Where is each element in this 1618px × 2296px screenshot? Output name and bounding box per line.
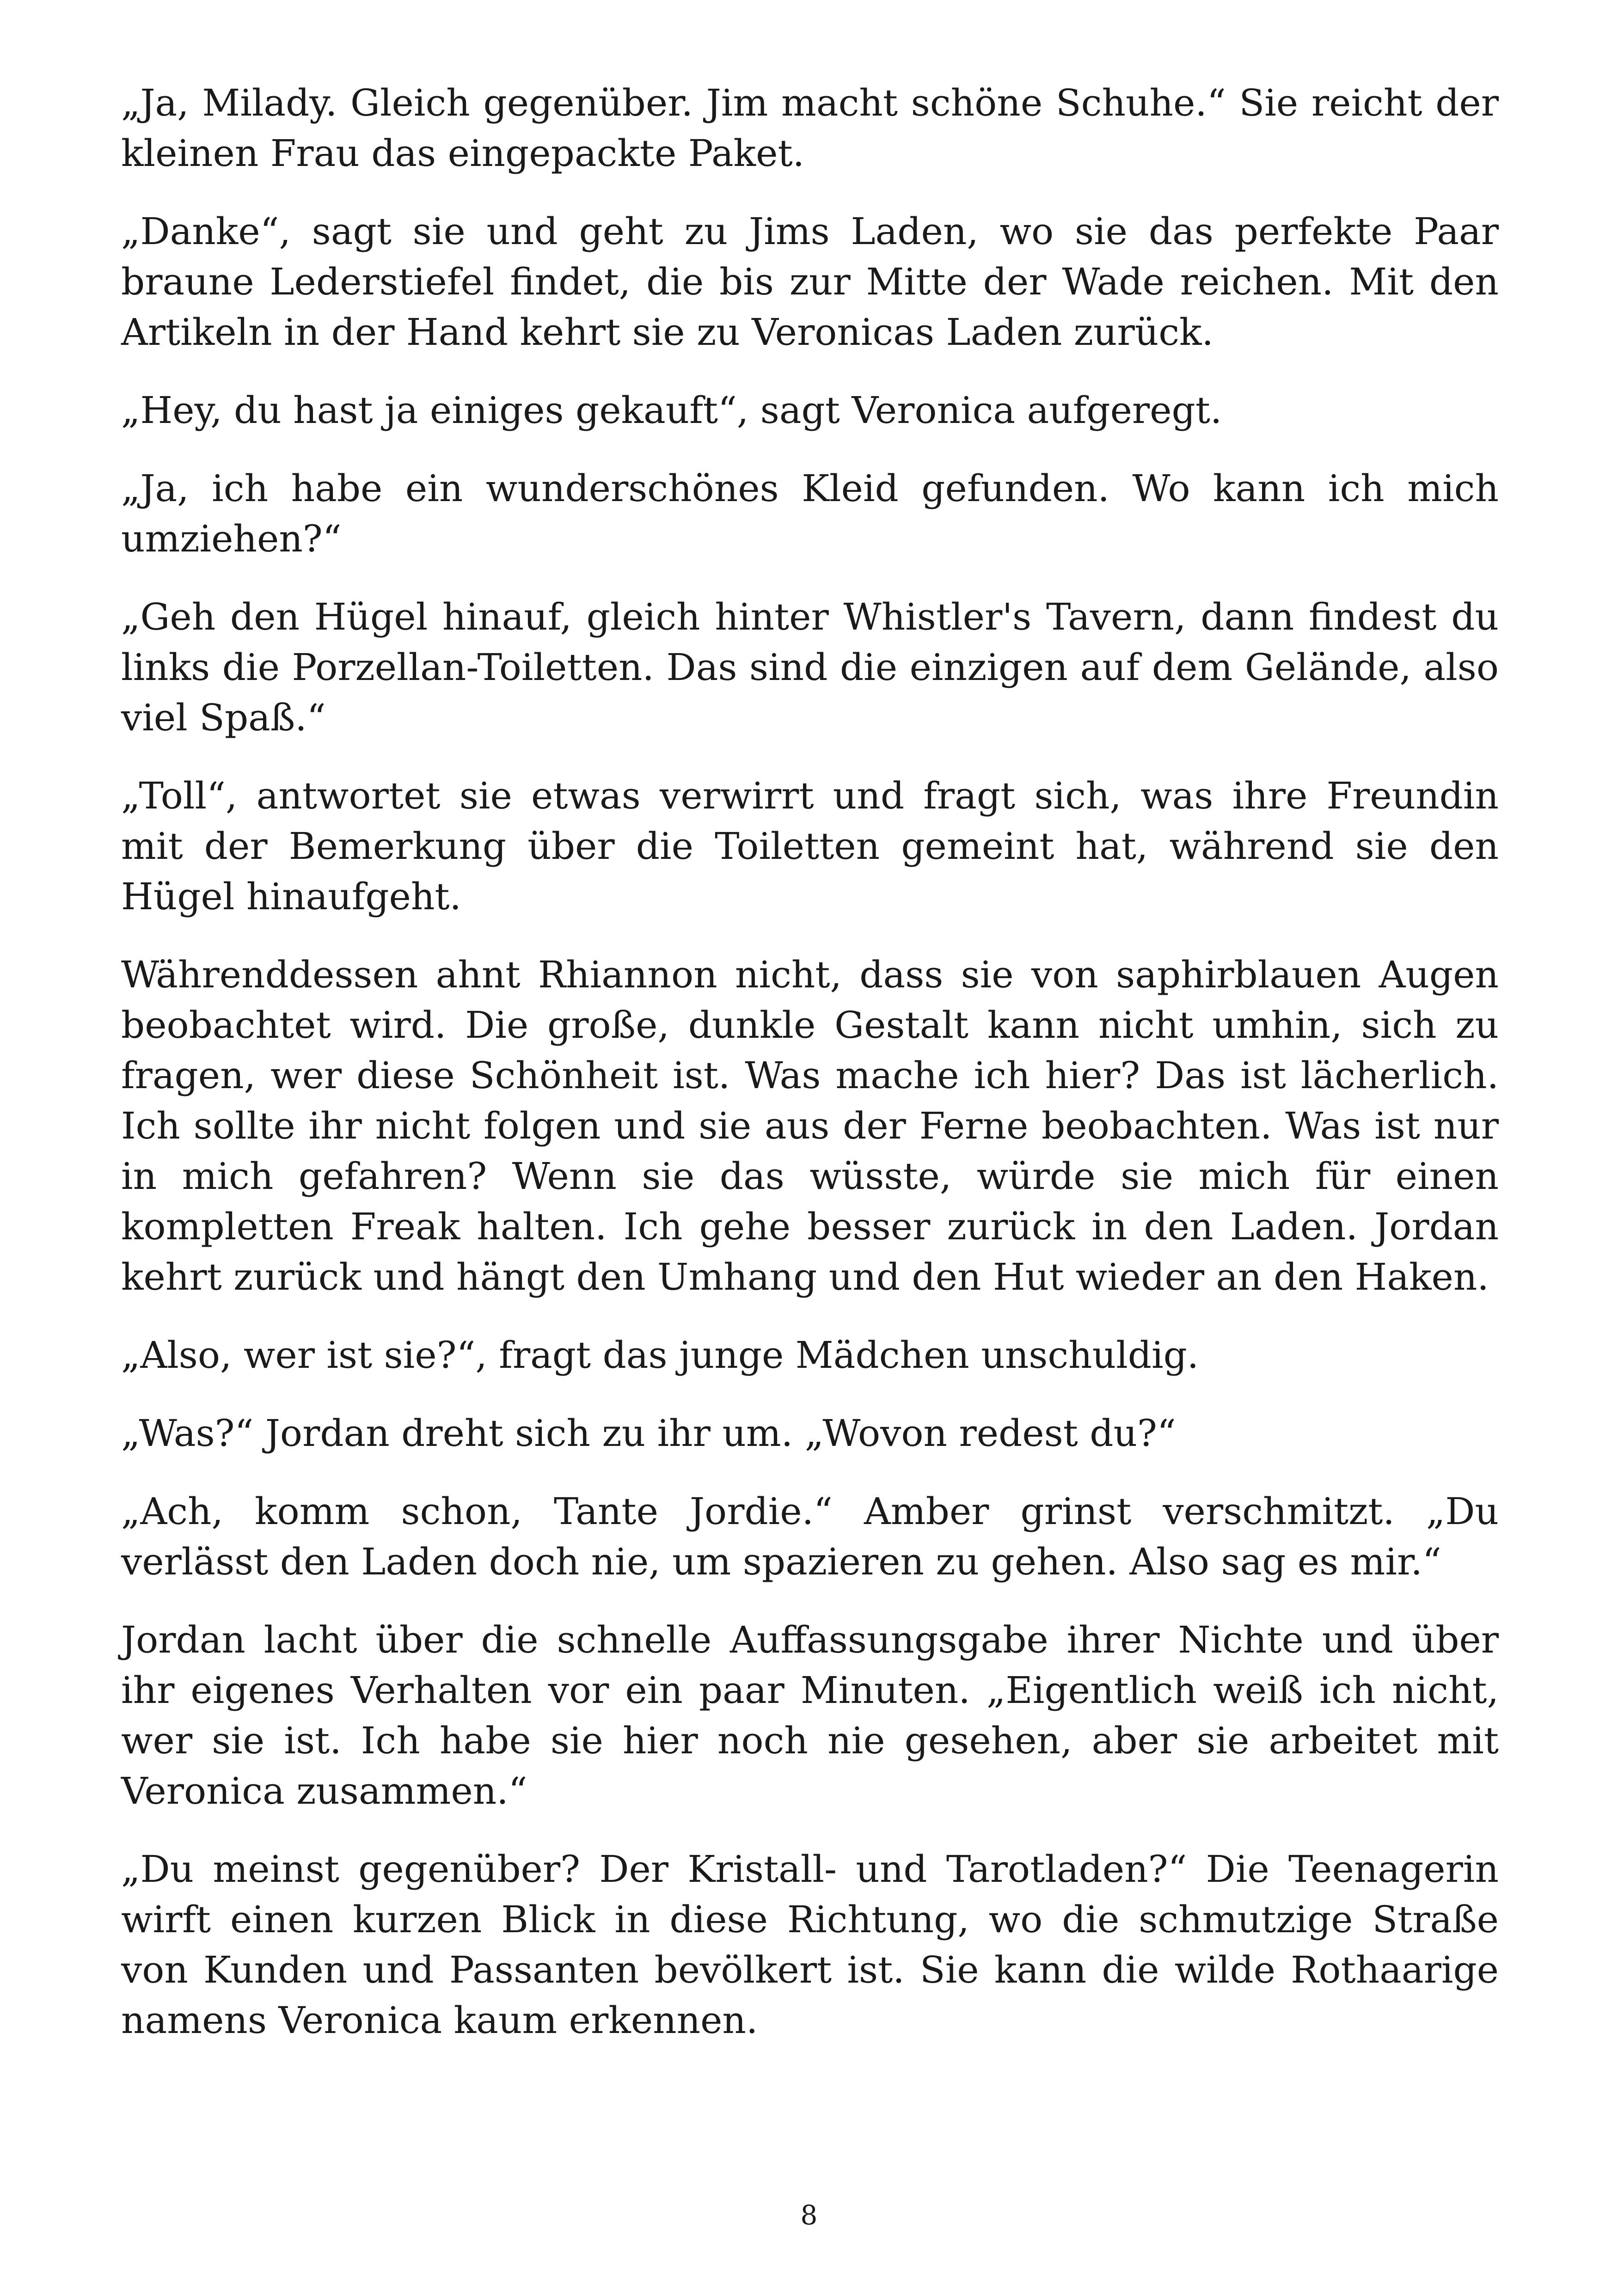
paragraph: Währenddessen ahnt Rhiannon nicht, dass sie von saphirblauen Augen beobachtet wird. Die große, dunkle Gestalt kann nicht umhin, sich zu fragen, wer diese Schönheit ist. Was mache ich hier? Das ist lächerlich. Ich sollte ihr nicht folgen und sie aus der Ferne beobachten. Was ist nur in mich gefahren? Wenn sie das wüsste, würde sie mich für einen kompletten Freak halten. Ich gehe besser zurück in den Laden. Jordan kehrt zurück und hängt den Umhang und den Hut wieder an den Haken. — [121, 953, 1499, 1298]
paragraph: „Danke“, sagt sie und geht zu Jims Laden, wo sie das perfekte Paar braune Lederstiefel findet, die bis zur Mitte der Wade reichen. Mit den Artikeln in der Hand kehrt sie zu Veronicas Laden zurück. — [121, 210, 1499, 354]
paragraph: „Ja, ich habe ein wunderschönes Kleid gefunden. Wo kann ich mich umziehen?“ — [121, 467, 1499, 560]
paragraph: „Du meinst gegenüber? Der Kristall- und Tarotladen?“ Die Teenagerin wirft einen kurzen Blick in diese Richtung, wo die schmutzige Straße von Kunden und Passanten bevölkert ist. Sie kann die wilde Rothaarige namens Veronica kaum erkennen. — [121, 1848, 1499, 2042]
paragraph: Jordan lacht über die schnelle Auffassungsgabe ihrer Nichte und über ihr eigenes Verhalten vor ein paar Minuten. „Eigentlich weiß ich nicht, wer sie ist. Ich habe sie hier noch nie gesehen, aber sie arbeitet mit Veronica zusammen.“ — [121, 1618, 1499, 1812]
page-number: 8 — [800, 2199, 818, 2231]
body-text — [121, 78, 1499, 2073]
paragraph: „Ach, komm schon, Tante Jordie.“ Amber grinst verschmitzt. „Du verlässt den Laden doch nie, um spazieren zu gehen. Also sag es mir.“ — [121, 1490, 1499, 1583]
paragraph: „Geh den Hügel hinauf, gleich hinter Whistler's Tavern, dann findest du links die Porzellan-Toiletten. Das sind die einzigen auf dem Gelände, also viel Spaß.“ — [121, 595, 1499, 739]
paragraph: „Also, wer ist sie?“, fragt das junge Mädchen unschuldig. — [121, 1334, 1199, 1377]
paragraph: „Hey, du hast ja einiges gekauft“, sagt Veronica aufgeregt. — [121, 389, 1222, 432]
paragraph: „Ja, Milady. Gleich gegenüber. Jim macht schöne Schuhe.“ Sie reicht der kleinen Frau das eingepackte Paket. — [121, 81, 1499, 175]
paragraph: „Toll“, antwortet sie etwas verwirrt und fragt sich, was ihre Freundin mit der Bemerkung über die Toiletten gemeint hat, während sie den Hügel hinaufgeht. — [121, 774, 1499, 918]
paragraph: „Was?“ Jordan dreht sich zu ihr um. „Wovon redest du?“ — [121, 1412, 1176, 1455]
